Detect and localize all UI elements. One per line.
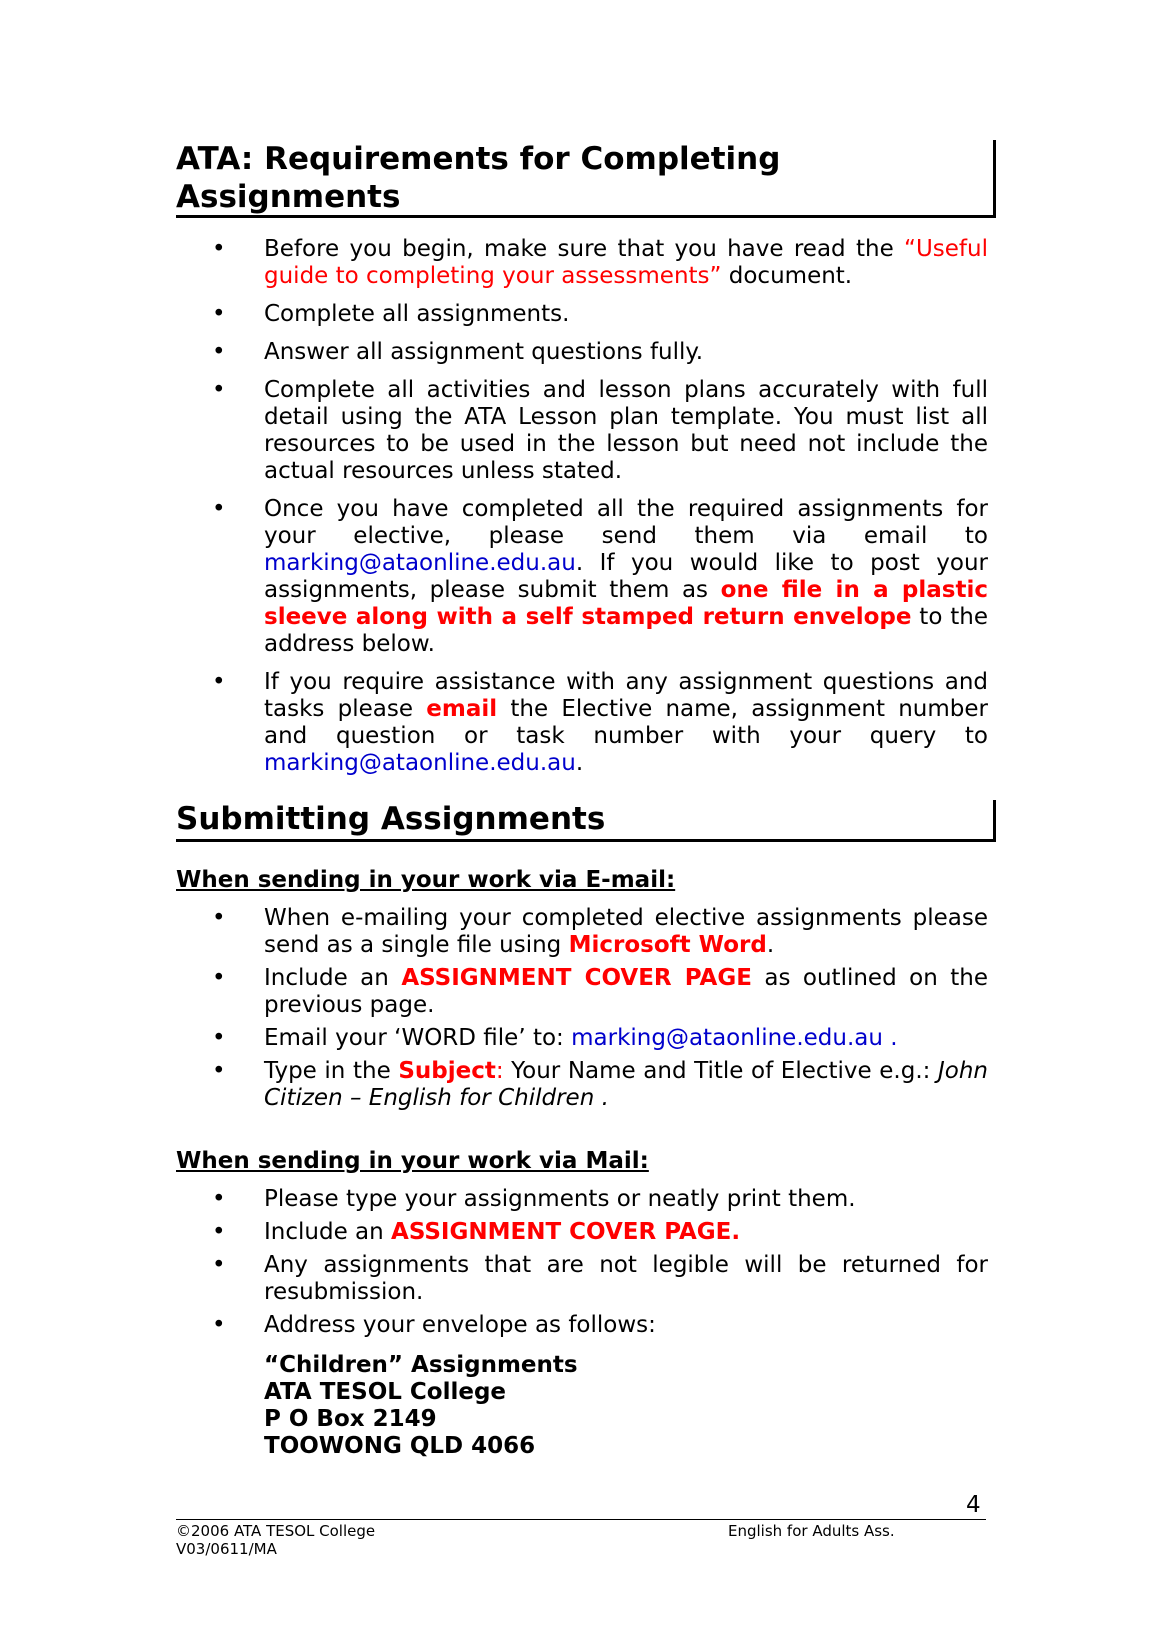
bullet-icon: • [212,905,226,931]
footer-version: V03/0611/MA [176,1540,277,1558]
subject-example: John Citizen – English for Children . [264,1058,988,1111]
footer-left [176,1522,375,1558]
section-heading-submitting [176,800,996,842]
bullet-icon: • [212,1312,226,1338]
bullet-icon: • [212,669,226,695]
item-text: Address your envelope as follows: [264,1312,656,1338]
address-line: TOOWONG QLD 4066 [264,1433,536,1459]
cover-page-highlight: ASSIGNMENT COVER PAGE. [391,1219,741,1245]
list-item [176,1252,988,1306]
item-text: Please type your assignments or neatly print them. [264,1186,856,1212]
email-list [176,905,988,1112]
mailing-address [264,1352,578,1460]
item-text: Complete all activities and lesson plans accurately with full detail using the ATA Lesson plan template. You must list all resources to be used in the lesson but need not include the actual resources unless stated. [264,377,988,484]
bullet-icon: • [212,1186,226,1212]
item-text: Your Name and Title of Elective e.g.: [503,1058,938,1084]
subject-highlight: Subject [398,1058,496,1084]
bullet-icon: • [212,339,226,365]
footer-course: English for Adults Ass. [728,1522,895,1540]
item-text: as outlined on the previous page. [264,965,988,1018]
item-text: document. [721,263,853,289]
item-text: When e-mailing your completed elective assignments please send as a single file using [264,905,988,958]
footer-divider [176,1519,986,1520]
list-item [176,1219,988,1246]
mail-subheading: When sending in your work via Mail: [176,1148,649,1174]
section-heading-requirements [176,140,996,218]
marking-email-link[interactable]: marking@ataonline.edu.au [264,550,576,576]
item-text: to the address below. [264,604,988,657]
list-item [176,669,988,777]
list-item [176,1186,988,1213]
item-text: . If you would like to post your assignments, please submit them as [264,550,988,603]
item-text: Any assignments that are not legible will be returned for resubmission. [264,1252,988,1305]
footer-copyright: ©2006 ATA TESOL College [176,1522,376,1540]
microsoft-word-highlight: Microsoft Word [568,932,767,958]
bullet-icon: • [212,965,226,991]
item-text: Before you begin, make sure that you have read the [264,236,905,262]
cover-page-highlight: ASSIGNMENT COVER PAGE [401,965,752,991]
mail-list [176,1186,988,1339]
postal-instruction-highlight: one file in a plastic sleeve along with a self stamped return envelope [264,577,988,630]
bullet-icon: • [212,236,226,262]
bullet-icon: • [212,1058,226,1084]
guide-reference: “Useful guide to completing your assessments” [264,236,988,289]
list-item [176,301,988,328]
bullet-icon: • [212,1219,226,1245]
subject-colon: : [495,1058,504,1084]
item-text: Include an [264,1219,392,1245]
bullet-icon: • [212,496,226,522]
list-item [176,1058,988,1112]
list-item [176,1025,988,1052]
item-text: . [766,932,775,958]
bullet-icon: • [212,1025,226,1051]
address-line: P O Box 2149 [264,1406,437,1432]
marking-email-link[interactable]: marking@ataonline.edu.au . [571,1025,898,1051]
list-item [176,905,988,959]
bullet-icon: • [212,301,226,327]
section-title: ATA: Requirements for Completing Assignments [176,141,781,215]
item-text: If you require assistance with any assignment questions and tasks please [264,669,988,722]
requirements-list [176,236,988,777]
list-item [176,496,988,658]
bullet-icon: • [212,1252,226,1278]
email-highlight: email [426,696,498,722]
item-text: Once you have completed all the required assignments for your elective, please send them via email to [264,496,988,549]
list-item [176,965,988,1019]
address-line: “Children” Assignments [264,1352,578,1378]
list-item [176,377,988,485]
item-text: Complete all assignments. [264,301,570,327]
list-item [176,339,988,366]
list-item [176,236,988,290]
bullet-icon: • [212,377,226,403]
item-text: Type in the [264,1058,399,1084]
item-text: Include an [264,965,402,991]
page-number: 4 [966,1492,981,1518]
address-line: ATA TESOL College [264,1379,507,1405]
item-text: Email your ‘WORD file’ to: [264,1025,572,1051]
marking-email-link[interactable]: marking@ataonline.edu.au [264,750,576,776]
list-item [176,1312,988,1339]
item-text: . [575,750,584,776]
section-title: Submitting Assignments [176,801,606,837]
item-text: Answer all assignment questions fully. [264,339,704,365]
item-text: the Elective name, assignment number and question or task number with your query to [264,696,988,749]
email-subheading: When sending in your work via E-mail: [176,867,676,893]
